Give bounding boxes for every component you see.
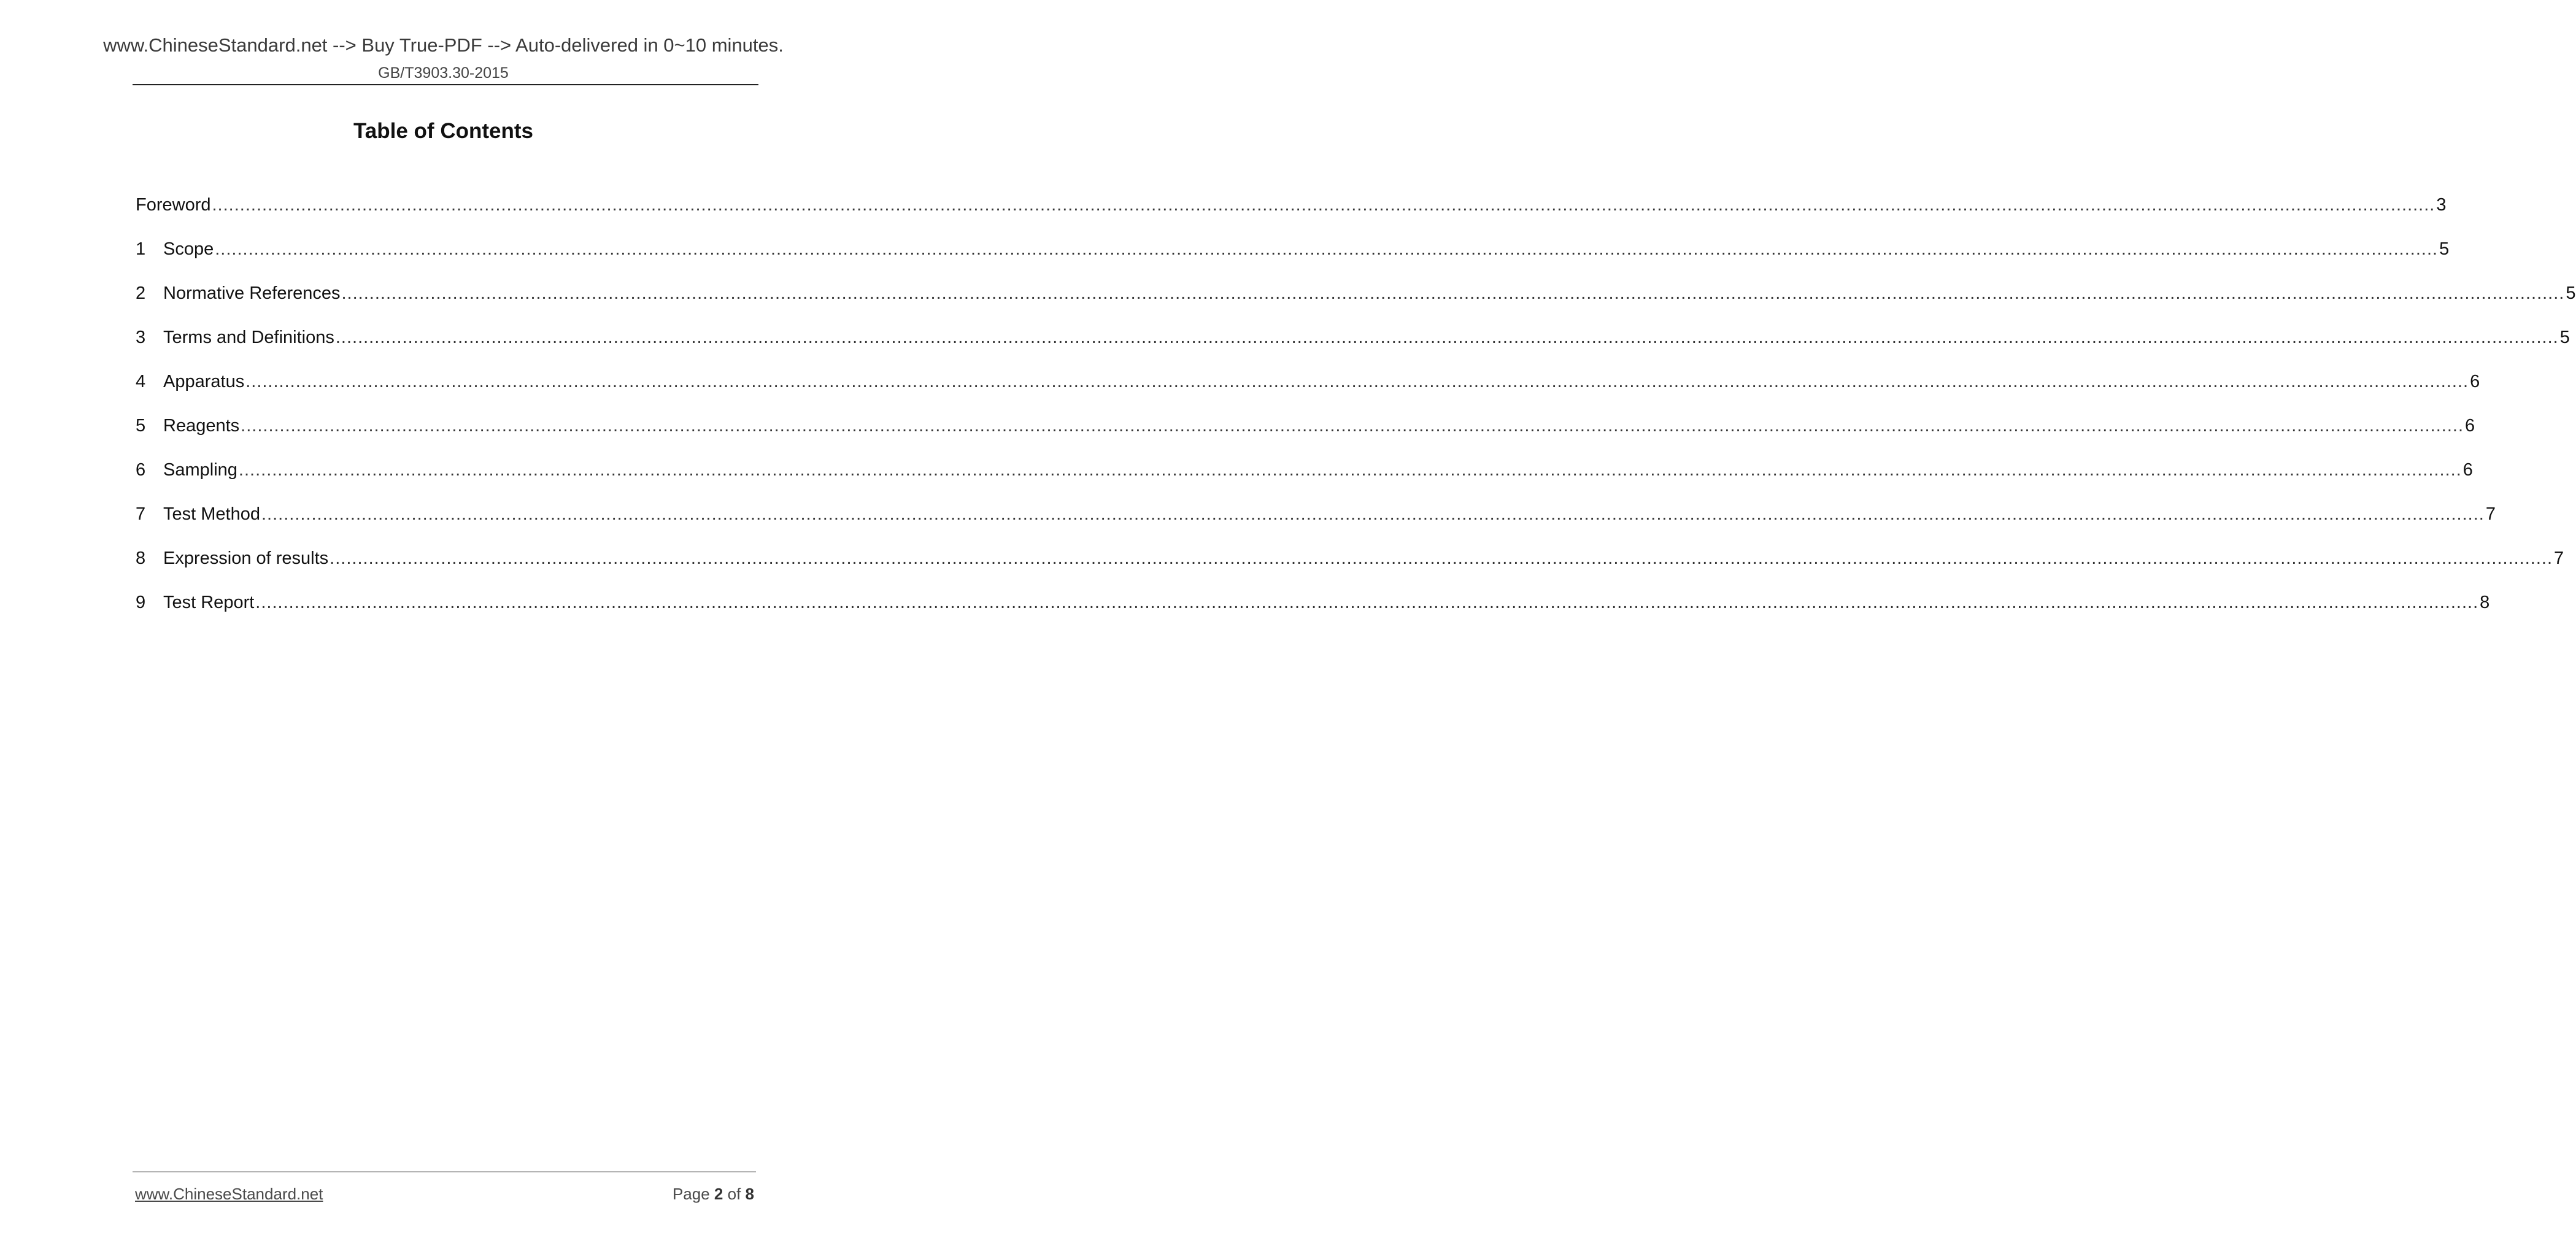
toc-entry-scope[interactable] xyxy=(136,234,2450,279)
toc-entry-page: 3 xyxy=(2436,195,2447,215)
footer-page-indicator xyxy=(673,1185,754,1204)
toc-entry-label: Apparatus xyxy=(163,372,245,391)
header-divider xyxy=(133,84,758,85)
toc-entry-number: 5 xyxy=(136,416,146,436)
toc-entry-page: 7 xyxy=(2554,548,2564,568)
toc-entry-page: 5 xyxy=(2559,328,2570,347)
total-pages-number: 8 xyxy=(745,1185,754,1203)
toc-entry-reagents[interactable] xyxy=(136,411,2475,455)
toc-entry-expression-of-results[interactable] xyxy=(136,544,2564,588)
toc-entry-page: 5 xyxy=(2439,239,2450,259)
toc-title: Table of Contents xyxy=(353,119,533,143)
toc-list xyxy=(136,190,2576,632)
toc-dot-leader: ................................................................................................................................................................................................................................................................................................................................................................................................................ xyxy=(212,195,2435,215)
toc-entry-page: 8 xyxy=(2480,593,2490,612)
toc-entry-label: Reagents xyxy=(163,416,240,436)
toc-entry-page: 7 xyxy=(2485,504,2496,524)
toc-dot-leader: ................................................................................................................................................................................................................................................................................................................................................................................................................ xyxy=(245,372,2469,391)
toc-entry-label: Sampling xyxy=(163,460,237,480)
current-page-number: 2 xyxy=(714,1185,723,1203)
toc-entry-normative-references[interactable] xyxy=(136,279,2576,323)
toc-entry-number: 8 xyxy=(136,548,146,568)
toc-entry-label: Test Report xyxy=(163,593,255,612)
toc-entry-sampling[interactable] xyxy=(136,455,2473,499)
toc-entry-label: Scope xyxy=(163,239,214,259)
toc-dot-leader: ................................................................................................................................................................................................................................................................................................................................................................................................................ xyxy=(261,504,2485,524)
toc-entry-number: 9 xyxy=(136,593,146,612)
toc-entry-label: Terms and Definitions xyxy=(163,328,334,347)
toc-dot-leader: ................................................................................................................................................................................................................................................................................................................................................................................................................ xyxy=(255,593,2479,612)
toc-entry-label: Expression of results xyxy=(163,548,329,568)
toc-entry-number: 6 xyxy=(136,460,146,480)
toc-entry-number: 3 xyxy=(136,328,146,347)
document-code: GB/T3903.30-2015 xyxy=(378,64,509,82)
toc-entry-label: Normative References xyxy=(163,283,341,303)
page-word: Page xyxy=(672,1185,710,1203)
toc-dot-leader: ................................................................................................................................................................................................................................................................................................................................................................................................................ xyxy=(341,283,2565,303)
of-word: of xyxy=(727,1185,741,1203)
toc-entry-page: 5 xyxy=(2566,283,2576,303)
toc-entry-page: 6 xyxy=(2470,372,2480,391)
toc-dot-leader: ................................................................................................................................................................................................................................................................................................................................................................................................................ xyxy=(335,328,2559,347)
toc-entry-page: 6 xyxy=(2465,416,2475,436)
toc-entry-label: Foreword xyxy=(136,195,211,215)
footer-divider xyxy=(133,1171,756,1172)
toc-entry-label: Test Method xyxy=(163,504,260,524)
footer-site-link[interactable]: www.ChineseStandard.net xyxy=(135,1185,323,1203)
toc-entry-page: 6 xyxy=(2462,460,2473,480)
toc-entry-apparatus[interactable] xyxy=(136,367,2480,411)
toc-entry-number: 4 xyxy=(136,372,146,391)
toc-dot-leader: ................................................................................................................................................................................................................................................................................................................................................................................................................ xyxy=(330,548,2553,568)
toc-entry-test-report[interactable] xyxy=(136,588,2490,632)
toc-dot-leader: ................................................................................................................................................................................................................................................................................................................................................................................................................ xyxy=(215,239,2439,259)
toc-entry-terms-and-definitions[interactable] xyxy=(136,323,2570,367)
toc-dot-leader: ................................................................................................................................................................................................................................................................................................................................................................................................................ xyxy=(238,460,2462,480)
toc-dot-leader: ................................................................................................................................................................................................................................................................................................................................................................................................................ xyxy=(241,416,2464,436)
toc-entry-foreword[interactable] xyxy=(136,190,2447,234)
toc-entry-number: 2 xyxy=(136,283,146,303)
site-banner: www.ChineseStandard.net --> Buy True-PDF --> Auto-delivered in 0~10 minutes. xyxy=(103,34,784,56)
toc-entry-number: 7 xyxy=(136,504,146,524)
toc-entry-test-method[interactable] xyxy=(136,499,2496,544)
toc-entry-number: 1 xyxy=(136,239,146,259)
